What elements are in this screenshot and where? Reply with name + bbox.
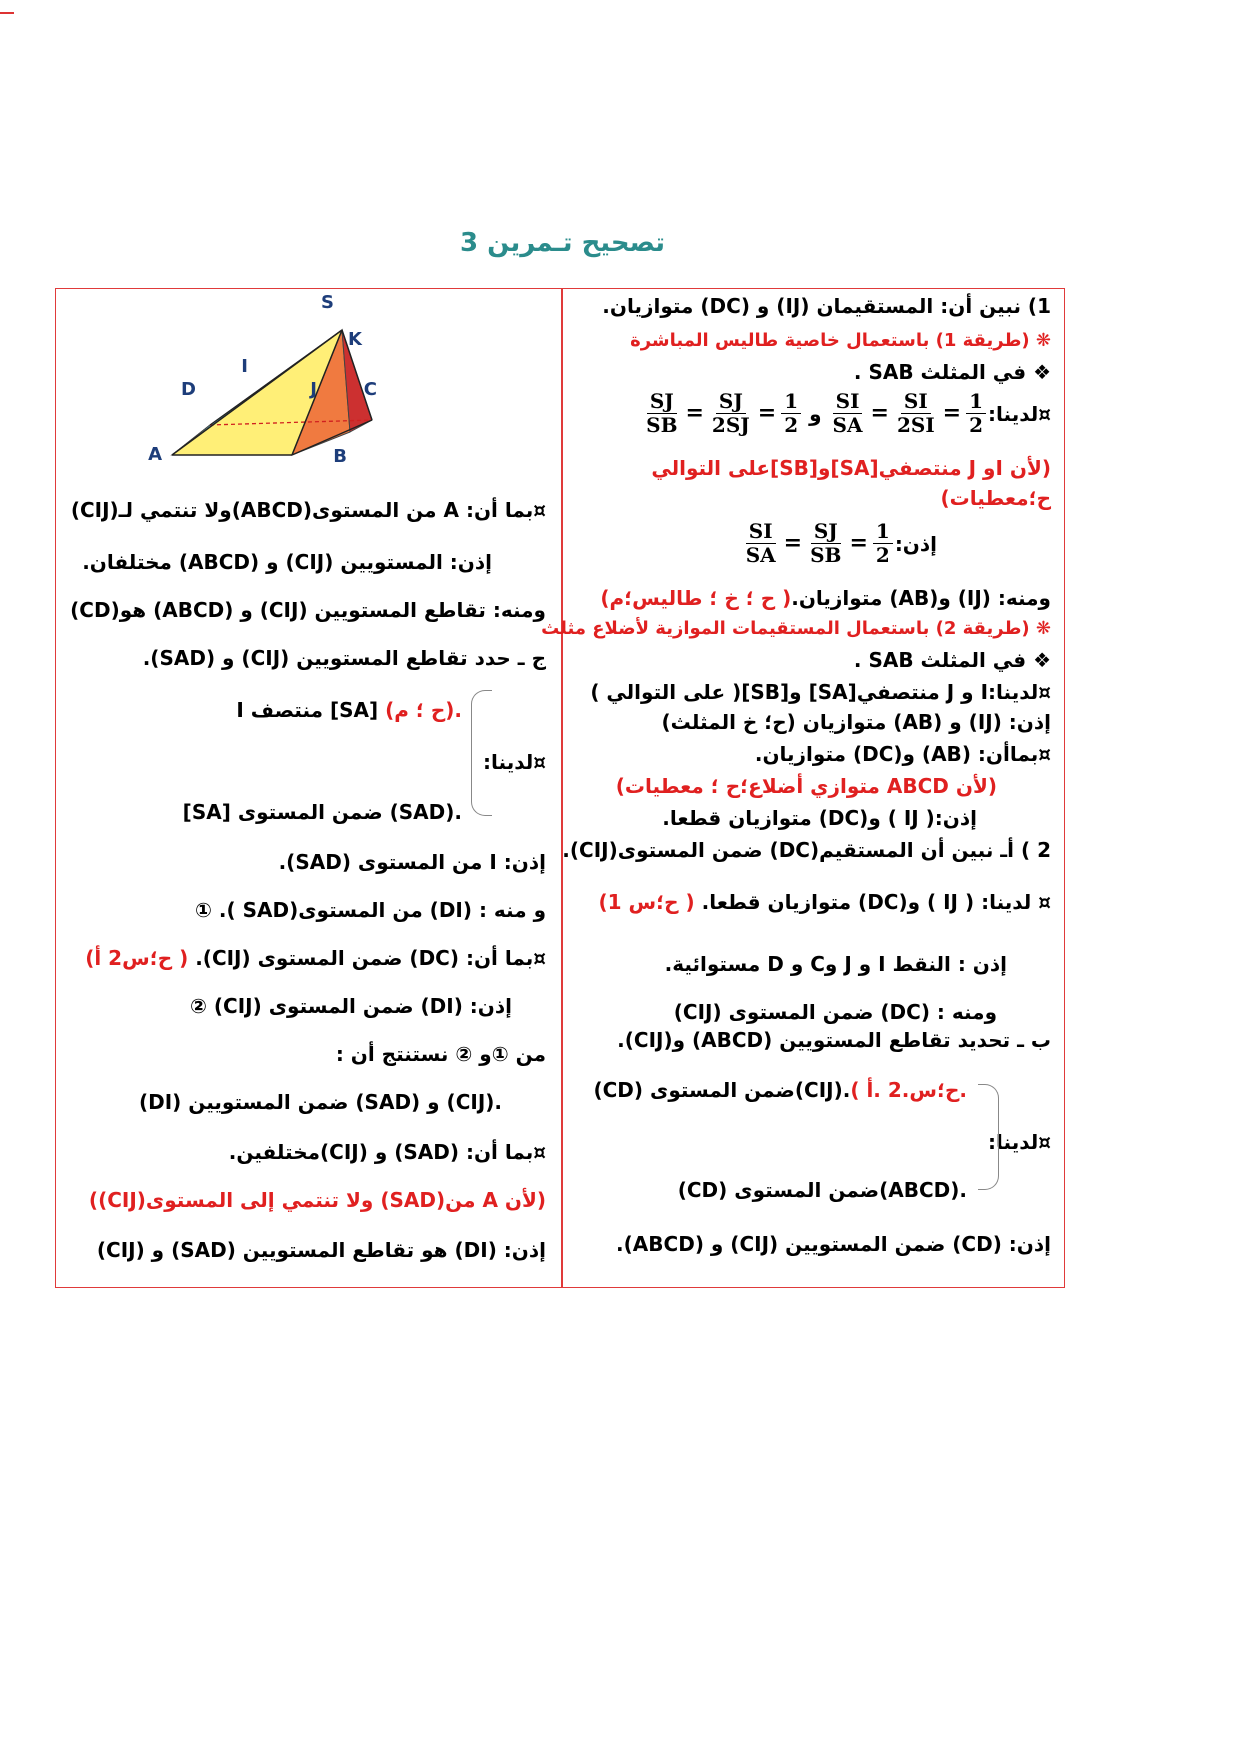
- l-line-14: ¤بما أن: (SAD) و (CIJ)مختلفين.: [228, 1140, 546, 1164]
- l-brace: [471, 690, 492, 816]
- r-line-method-1: [630, 330, 1051, 352]
- r-method1-text: ❋ (طريقة 1) باستعمال خاصية طاليس المباشرة: [630, 330, 1051, 351]
- r-line-13: إذن:( IJ ) و(DC) متوازيان قطعا.: [662, 806, 977, 830]
- l-line-6: ¤لدينا:: [483, 750, 546, 774]
- r-line-10: إذن: (IJ) و (AB) متوازيان (ح؛ خ المثلث): [661, 710, 1051, 734]
- label-i: I: [241, 356, 248, 377]
- frac-sj-sb-2: $\frac{SJ}{SB}$: [810, 519, 842, 567]
- wa-text: و: [809, 401, 822, 426]
- r-line-3: ❖ في المثلث SAB .: [853, 360, 1051, 384]
- l-line-9: و منه : (DI) من المستوى(SAD ). ①: [194, 898, 546, 922]
- l-line-2: إذن: المستويين (CIJ) و (ABCD) مختلفان.: [82, 550, 492, 574]
- r-f2-expr: $\frac{SI}{SA}$ = $\frac{SJ}{SB}$ = $\frac{1}{2}$: [741, 520, 895, 567]
- r-line-method-2: ❋ (طريقة 2) باستعمال المستقيمات الموازية لأضلاع مثلث: [541, 618, 1051, 639]
- l-line-12: من ①و ② نستنتج أن :: [335, 1042, 546, 1066]
- r-line-12: (لأن ABCD متوازي أضلاع؛ح ؛ معطيات): [615, 774, 997, 798]
- l-line-13: (DI) ضمن المستويين (SAD) و (CIJ).: [138, 1090, 502, 1114]
- r-brace: [978, 1084, 999, 1190]
- r-line-14: 2 ) أـ نبين أن المستقيم(DC) ضمن المستوى(CIJ).: [562, 838, 1051, 862]
- r-line-19: (CD) ضمن المستوى(CIJ).( ح؛س.2 .أ.: [593, 1078, 967, 1102]
- l-line-5: I منتصف [SA] (ح ؛ م).: [236, 698, 462, 722]
- l-line-11: إذن: (DI) ضمن المستوى (CIJ) ②: [189, 994, 512, 1018]
- frac-sj-2sj: $\frac{SJ}{2SJ}$: [711, 389, 750, 437]
- label-k: K: [348, 329, 362, 350]
- r-f2-lead: إذن:: [894, 531, 937, 556]
- r-f1-expr: $\frac{SJ}{SB}$ = $\frac{SJ}{2SJ}$ = $\frac{1}{2}$ و $\frac{SI}{SA}$ = $\frac{SI}{2SI}$ = $\frac{1}{2}$: [641, 390, 988, 437]
- r-line-reason: (لأن Iو J منتصفي[SA]و[SB]على التوالي: [651, 456, 1051, 480]
- label-d: D: [181, 379, 196, 400]
- frac-1-2-a: $\frac{1}{2}$: [781, 390, 801, 437]
- r-line-16: إذن : النقط I و J وC و D مستوائية.: [664, 952, 1007, 976]
- r-line-8: ❖ في المثلث SAB .: [853, 648, 1051, 672]
- r-line-9: ¤لدينا:I و J منتصفي[SA] و[SB]( على التوالي ): [590, 680, 1051, 704]
- r-line-15: ¤ لدينا: ( IJ ) و(DC) متوازيان قطعا. ( ح؛س 1): [598, 890, 1051, 914]
- frac-si-sa-2: $\frac{SI}{SA}$: [745, 519, 776, 567]
- l-line-16: إذن: (DI) هو تقاطع المستويين (SAD) و (CIJ): [96, 1238, 546, 1262]
- r-line-21: (CD) ضمن المستوى(ABCD).: [677, 1178, 967, 1202]
- l-line-1: ¤بما أن: A من المستوى(ABCD)ولا تنتمي لـ(CIJ): [70, 498, 546, 522]
- l-line-4: ج ـ حدد تقاطع المستويين (CIJ) و (SAD).: [142, 646, 546, 670]
- label-j: J: [310, 379, 317, 400]
- frac-1-2-c: $\frac{1}{2}$: [873, 520, 893, 567]
- l-line-7: [SA] ضمن المستوى (SAD).: [182, 800, 462, 824]
- r-line-6: ومنه: (IJ) و(AB) متوازيان.( ح ؛ خ ؛ طاليس؛م): [600, 586, 1051, 610]
- r-line-1: 1) نبين أن: المستقيمان (IJ) و (DC) متوازيان.: [602, 294, 1051, 318]
- label-c: C: [363, 379, 377, 400]
- label-a: A: [148, 444, 162, 465]
- frac-si-2si: $\frac{SI}{2SI}$: [896, 389, 935, 437]
- pyramid-figure: [148, 290, 442, 470]
- l-line-10: ¤بما أن: (DC) ضمن المستوى (CIJ). ( ح؛س2 أ): [85, 946, 546, 970]
- label-s: S: [321, 292, 334, 313]
- frac-si-sa: $\frac{SI}{SA}$: [832, 389, 863, 437]
- l-line-3: ومنه: تقاطع المستويين (CIJ) و (ABCD) هو(CD): [70, 598, 546, 622]
- page-title: تصحيح تـمرين 3: [459, 228, 666, 258]
- label-b: B: [333, 446, 347, 467]
- frac-sj-sb: $\frac{SJ}{SB}$: [646, 389, 678, 437]
- r-line-22: إذن: (CD) ضمن المستويين (CIJ) و (ABCD).: [616, 1232, 1051, 1256]
- r-line-11: ¤بماأن: (AB) و(DC) متوازيان.: [754, 742, 1051, 766]
- r-fraction-row-1: [641, 390, 1051, 437]
- r-line-20: ¤لدينا:: [988, 1130, 1051, 1154]
- r-line-17: ومنه : (DC) ضمن المستوى (CIJ): [673, 1000, 997, 1024]
- frac-1-2-b: $\frac{1}{2}$: [966, 390, 986, 437]
- l-line-15: (لأن A من(SAD) ولا تنتمي إلى المستوى(CIJ)): [88, 1188, 546, 1212]
- r-fraction-row-2: [741, 520, 937, 567]
- r-line-18: ب ـ تحديد تقاطع المستويين (ABCD) و(CIJ).: [617, 1028, 1051, 1052]
- l-line-8: إذن: I من المستوى (SAD).: [278, 850, 546, 874]
- r-line-reason-2: ح؛معطيات): [940, 486, 1051, 510]
- r-f1-lead: ¤لدينا:: [988, 401, 1051, 426]
- corner-mark: [0, 12, 14, 14]
- column-divider: [561, 288, 563, 1288]
